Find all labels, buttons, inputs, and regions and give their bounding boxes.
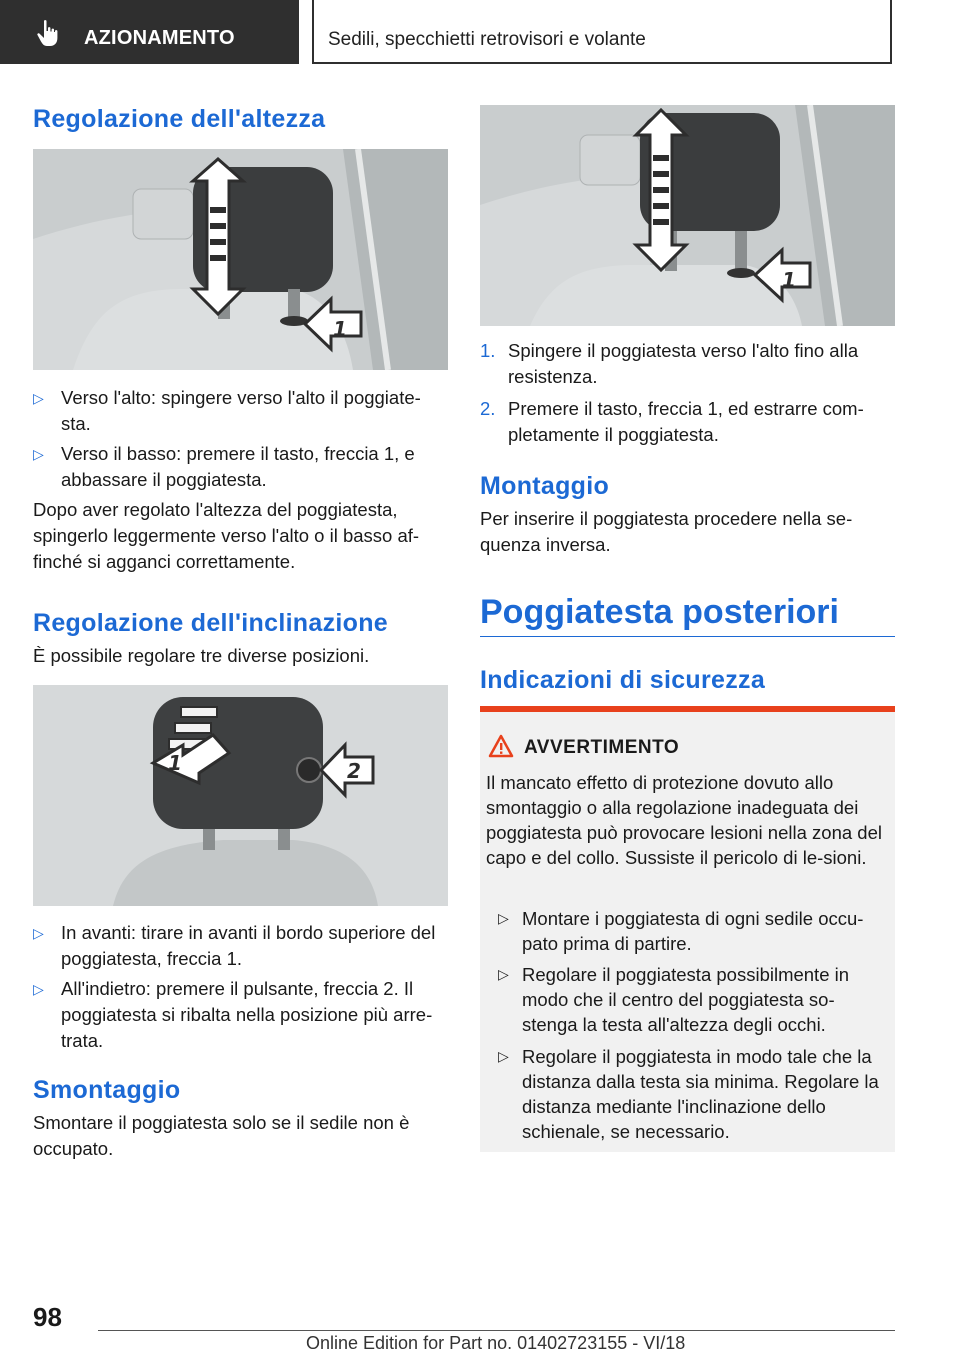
list-item: ▷ Verso l'alto: spingere verso l'alto il poggiate-sta.	[33, 387, 421, 434]
triangle-right-icon: ▷	[33, 390, 44, 406]
list-item: ▷ Montare i poggiatesta di ogni sedile occu-pato prima di partire.	[498, 908, 864, 954]
figure-arrow-1-label: 1	[333, 317, 347, 341]
list-item: 2. Premere il tasto, freccia 1, ed estrarre com-pletamente il poggiatesta.	[480, 398, 864, 445]
list-item: ▷ Regolare il poggiatesta in modo tale che la distanza dalla testa sia minima. Regolare la distanza mediante l'inclinazione dello schienale, se necessario.	[498, 1046, 879, 1142]
header-chapter	[312, 0, 892, 64]
footer-divider	[98, 1330, 895, 1331]
footer-edition: Online Edition for Part no. 01402723155 - VI/18	[306, 1333, 686, 1353]
heading-inclinazione: Regolazione dell'inclinazione	[33, 609, 388, 637]
list-item: 1. Spingere il poggiatesta verso l'alto fino alla resistenza.	[480, 340, 859, 387]
list-item: ▷ In avanti: tirare in avanti il bordo superiore del poggiatesta, freccia 1.	[33, 922, 436, 969]
heading-montaggio: Montaggio	[480, 472, 610, 500]
warning-triangle-icon	[488, 734, 514, 758]
list-item: ▷ All'indietro: premere il pulsante, freccia 2. Il poggiatesta si ribalta nella posizione più arre-trata.	[33, 978, 433, 1051]
figure-arrow-2-label: 2	[347, 759, 361, 783]
figure-height-adjustment	[33, 149, 448, 370]
figure-arrow-1-label: 1	[782, 268, 796, 292]
header-section-tab	[0, 0, 299, 64]
hand-pointer-icon	[36, 19, 60, 47]
warning-title: AVVERTIMENTO	[524, 737, 680, 758]
heading-poggiatesta-posteriori: Poggiatesta posteriori	[480, 593, 839, 631]
montaggio-paragraph: Per inserire il poggiatesta procedere nella se-quenza inversa.	[480, 508, 853, 555]
list-item: ▷ Regolare il poggiatesta possibilmente in modo che il centro del poggiatesta so-stenga la testa all'altezza degli occhi.	[498, 964, 850, 1035]
heading-sicurezza: Indicazioni di sicurezza	[480, 666, 766, 694]
warning-box	[480, 706, 895, 1152]
page-number: 98	[33, 1302, 62, 1332]
removal-steps	[480, 338, 880, 448]
altezza-paragraph: Dopo aver regolato l'altezza del poggiatesta, spingerlo leggermente verso l'alto o il basso af-finché si agganci correttamente.	[33, 499, 420, 572]
warning-text: Il mancato effetto di protezione dovuto allo smontaggio o alla regolazione inadeguata dei poggiatesta può provocare lesioni nella zona del capo e del collo. Sussiste il pericolo di le-sioni.	[486, 772, 882, 868]
heading-altezza: Regolazione dell'altezza	[33, 105, 326, 133]
triangle-right-icon: ▷	[33, 925, 44, 941]
triangle-right-icon: ▷	[33, 981, 44, 997]
smontaggio-paragraph: Smontare il poggiatesta solo se il sedile non è occupato.	[33, 1112, 410, 1159]
triangle-right-icon: ▷	[498, 910, 509, 926]
figure-removal	[480, 105, 895, 326]
figure-arrow-1-label: 1	[168, 751, 182, 775]
header-section-label: AZIONAMENTO	[84, 27, 235, 49]
triangle-right-icon: ▷	[33, 446, 44, 462]
altezza-list	[33, 385, 448, 575]
triangle-right-icon: ▷	[498, 1048, 509, 1064]
header-chapter-title: Sedili, specchietti retrovisori e volante	[328, 29, 646, 50]
figure-tilt-adjustment	[33, 685, 448, 906]
inclinazione-list	[33, 920, 448, 1054]
list-item: ▷ Verso il basso: premere il tasto, freccia 1, e abbassare il poggiatesta.	[33, 443, 415, 490]
inclinazione-intro: È possibile regolare tre diverse posizioni.	[33, 645, 370, 666]
heading-smontaggio: Smontaggio	[33, 1076, 181, 1104]
triangle-right-icon: ▷	[498, 966, 509, 982]
heading-underline	[480, 636, 895, 637]
